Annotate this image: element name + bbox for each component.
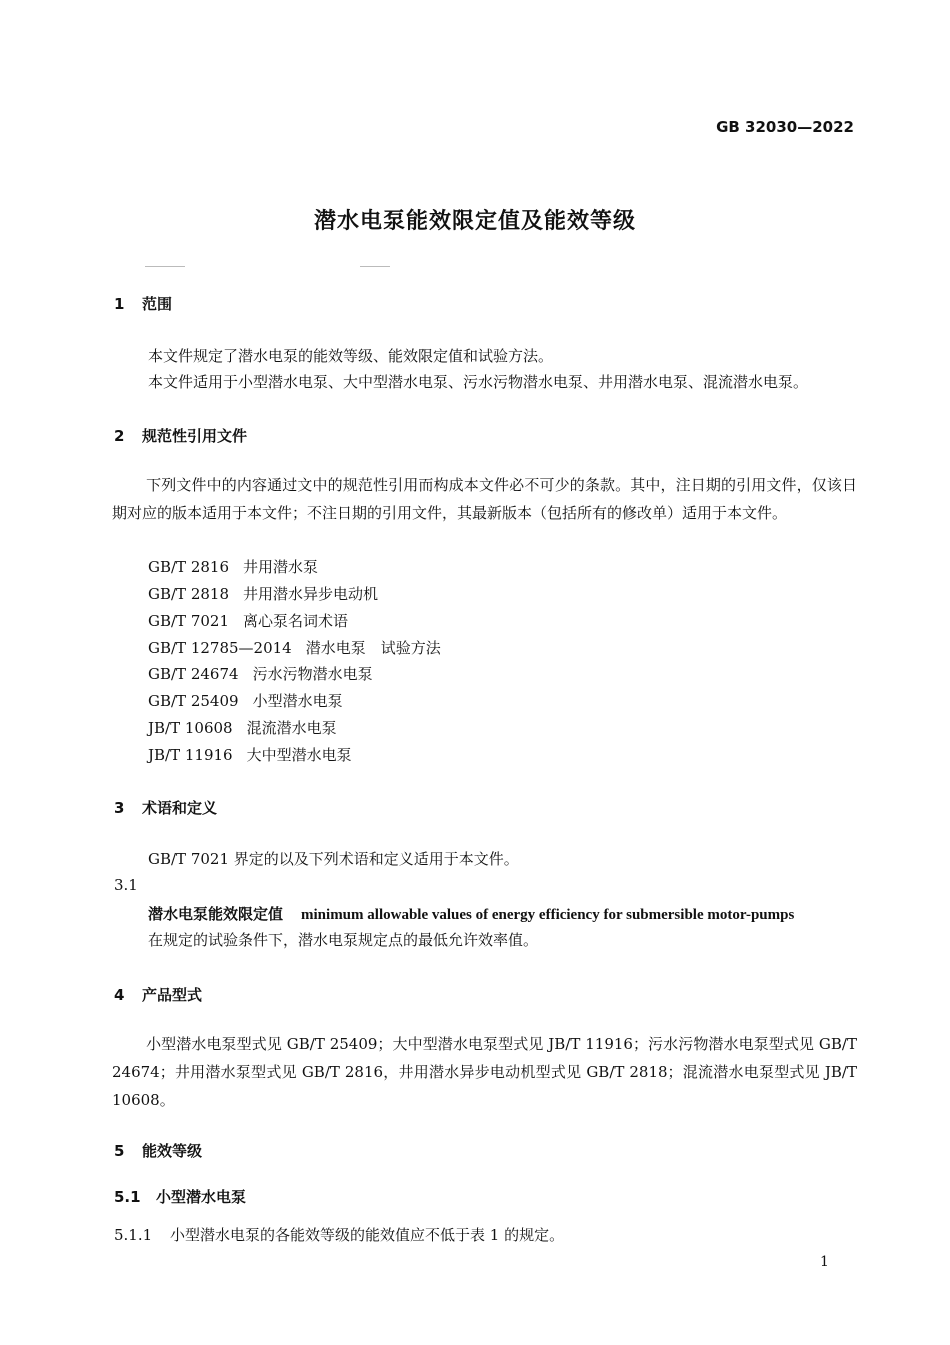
reference-item: JB/T 11916 大中型潜水电泵 bbox=[148, 746, 352, 764]
section-4-text: 小型潜水电泵型式见 GB/T 25409；大中型潜水电泵型式见 JB/T 11916；污水污物潜水电泵型式见 GB/T 24674；井用潜水泵型式见 GB/T 2816，井用潜水异步电动机型式见 GB/T 2818；混流潜水电泵型式见 JB/T 10608。 bbox=[112, 1035, 857, 1109]
section-3-intro: GB/T 7021 界定的以及下列术语和定义适用于本文件。 bbox=[148, 850, 519, 868]
scan-speck bbox=[360, 266, 390, 267]
section-3-heading: 3 术语和定义 bbox=[114, 799, 218, 817]
clause-5-1-1: 5.1.1 小型潜水电泵的各能效等级的能效值应不低于表 1 的规定。 bbox=[114, 1226, 565, 1244]
term-english: minimum allowable values of energy efficiency for submersible motor-pumps bbox=[301, 907, 795, 923]
page-number: 1 bbox=[820, 1254, 829, 1270]
subsection-5-1-heading: 5.1 小型潜水电泵 bbox=[114, 1188, 247, 1206]
reference-item: GB/T 7021 离心泵名词术语 bbox=[148, 612, 349, 630]
reference-item: GB/T 25409 小型潜水电泵 bbox=[148, 692, 343, 710]
reference-item: GB/T 24674 污水污物潜水电泵 bbox=[148, 665, 373, 683]
term-number: 3.1 bbox=[114, 876, 138, 894]
section-1-line-2: 本文件适用于小型潜水电泵、大中型潜水电泵、污水污物潜水电泵、井用潜水电泵、混流潜水电泵。 bbox=[148, 373, 809, 391]
reference-item: GB/T 12785—2014 潜水电泵 试验方法 bbox=[148, 639, 441, 657]
reference-item: JB/T 10608 混流潜水电泵 bbox=[148, 719, 337, 737]
section-5-heading: 5 能效等级 bbox=[114, 1142, 203, 1160]
reference-item: GB/T 2818 井用潜水异步电动机 bbox=[148, 585, 379, 603]
section-1-line-1: 本文件规定了潜水电泵的能效等级、能效限定值和试验方法。 bbox=[148, 347, 554, 365]
term-chinese: 潜水电泵能效限定值 bbox=[148, 905, 284, 923]
reference-item: GB/T 2816 井用潜水泵 bbox=[148, 558, 319, 576]
section-4-heading: 4 产品型式 bbox=[114, 986, 203, 1004]
scan-speck bbox=[145, 266, 185, 267]
standard-number: GB 32030—2022 bbox=[716, 118, 854, 136]
section-2-intro: 下列文件中的内容通过文中的规范性引用而构成本文件必不可少的条款。其中，注日期的引用文件，仅该日期对应的版本适用于本文件；不注日期的引用文件，其最新版本（包括所有的修改单）适用于本文件。 bbox=[112, 476, 857, 522]
document-title: 潜水电泵能效限定值及能效等级 bbox=[313, 209, 636, 234]
term-entry bbox=[148, 903, 794, 924]
section-2-heading: 2 规范性引用文件 bbox=[114, 427, 248, 445]
term-definition: 在规定的试验条件下，潜水电泵规定点的最低允许效率值。 bbox=[148, 931, 539, 949]
section-1-heading: 1 范围 bbox=[114, 295, 173, 313]
